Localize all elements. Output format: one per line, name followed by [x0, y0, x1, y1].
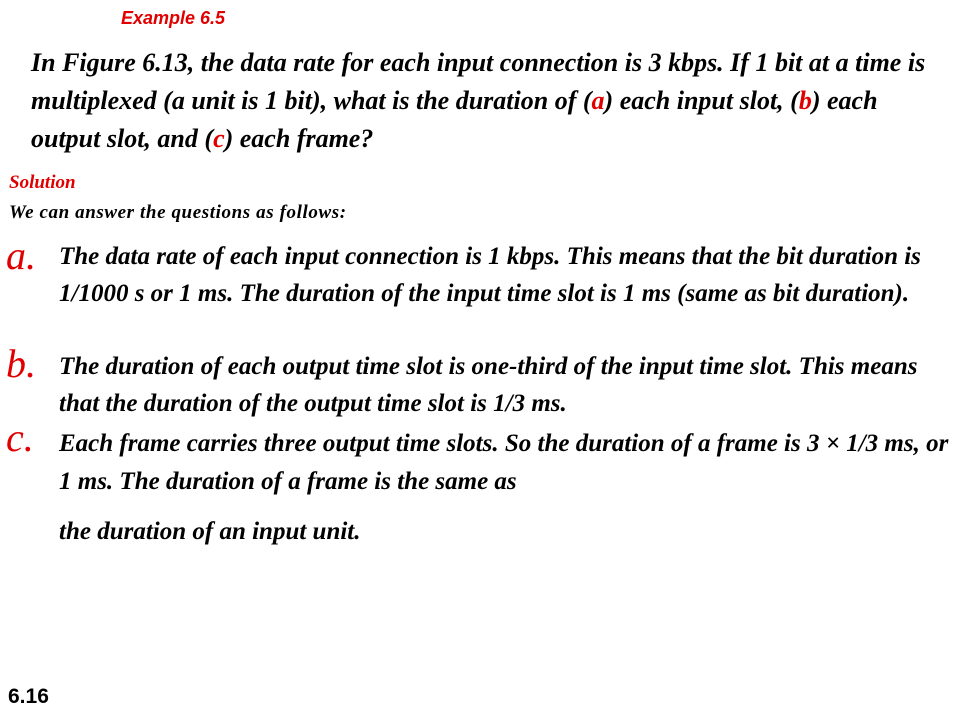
answer-text-c — [59, 425, 954, 551]
answer-marker-b: b. — [6, 341, 36, 386]
problem-label-a: a — [591, 86, 605, 115]
problem-text-1: In Figure 6.13, the data rate for each input connection is 3 kbps. If 1 bit at a time is multiplexed (a unit is 1 bit), what is the duration of ( — [31, 48, 926, 115]
problem-text-3: ) each output slot, and ( — [31, 86, 878, 153]
answer-text-c-last: the duration of an input unit. — [59, 518, 361, 545]
problem-statement — [31, 44, 951, 158]
answer-marker-c: c. — [6, 415, 34, 460]
page-number: 6.16 — [8, 685, 49, 708]
solution-label: Solution — [9, 172, 76, 193]
answer-marker-a: a. — [6, 233, 36, 278]
problem-text-2: ) each input slot, ( — [604, 86, 799, 115]
solution-intro: We can answer the questions as follows: — [9, 202, 347, 223]
problem-label-c: c — [213, 124, 225, 153]
answer-text-b: The duration of each output time slot is one-third of the input time slot. This means that the duration of the output time slot is 1/3 ms. — [59, 353, 918, 417]
answer-text-a: The data rate of each input connection is 1 kbps. This means that the bit duration is 1/1000 s or 1 ms. The duration of the input time slot is 1 ms (same as bit duration). — [59, 243, 921, 307]
problem-label-b: b — [798, 86, 812, 115]
example-title: Example 6.5 — [121, 8, 226, 28]
problem-text-4: ) each frame? — [224, 124, 374, 153]
answer-text-c-main: Each frame carries three output time slots. So the duration of a frame is 3 × 1/3 ms, or 1 ms. The duration of a frame is the same as — [59, 430, 949, 495]
